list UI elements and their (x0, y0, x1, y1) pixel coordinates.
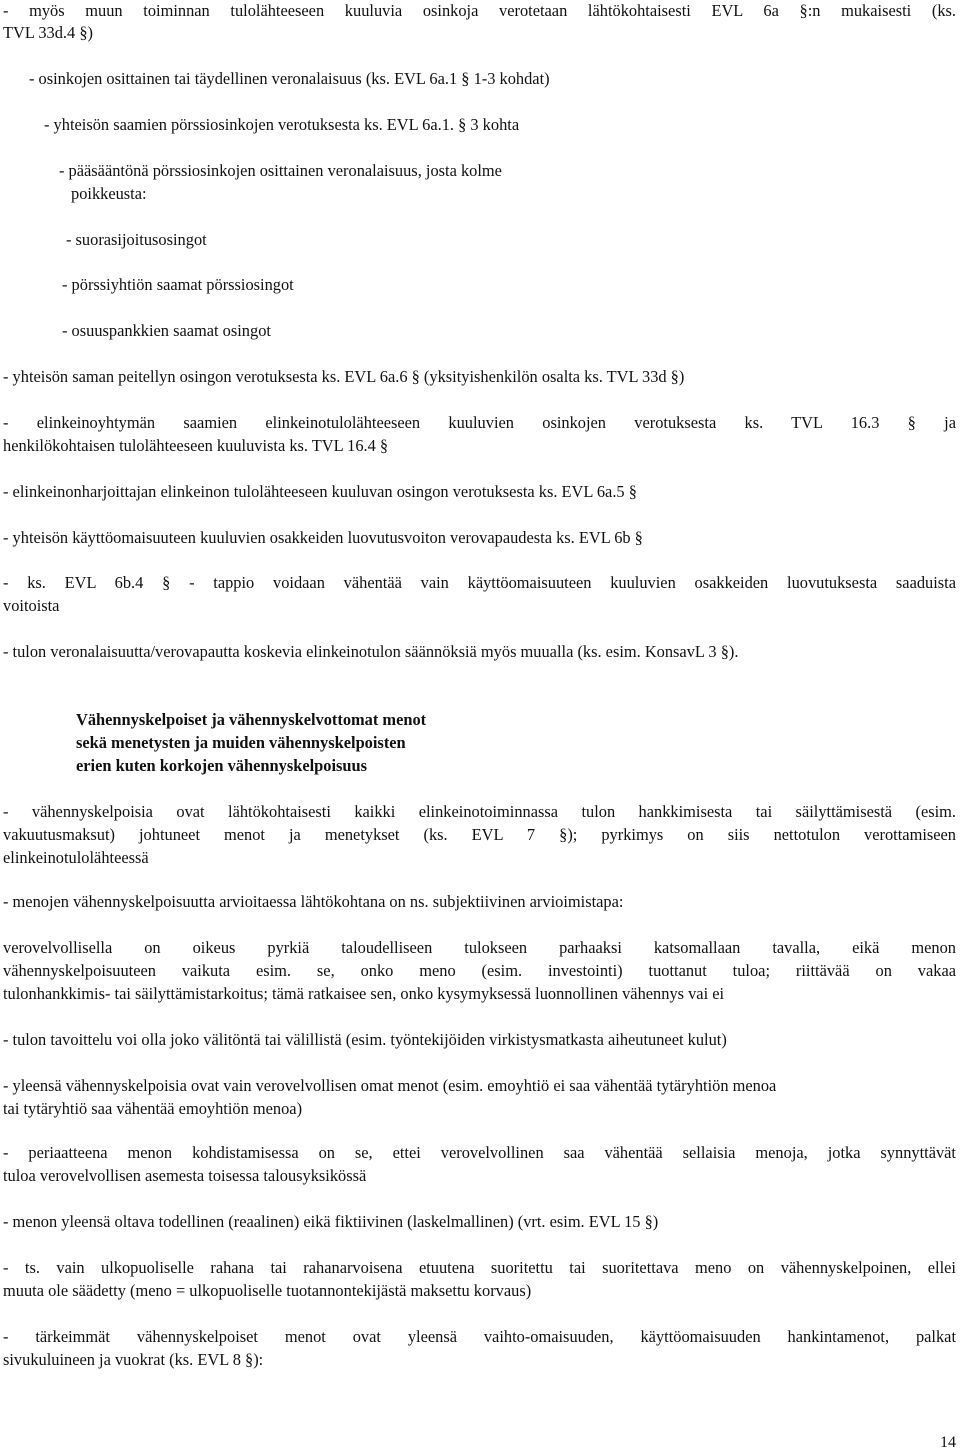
list-item: - tulon veronalaisuutta/verovapautta koskevia elinkeinotulon säännöksiä myös muualla (ks. esim. KonsavL 3 §). (3, 642, 739, 661)
section-heading: Vähennyskelpoiset ja vähennyskelvottomat menot (76, 710, 427, 729)
list-item: - yhteisön saamien pörssiosinkojen verotuksesta ks. EVL 6a.1. § 3 kohta (44, 115, 520, 134)
paragraph-line: vähennyskelpoisuuteen vaikuta esim. se, onko meno (esim. investointi) tuottanut tuloa; riittävää on vakaa (3, 961, 956, 980)
list-item-continuation: poikkeusta: (71, 184, 147, 203)
list-item-continuation: henkilökohtaisen tulolähteeseen kuuluvista ks. TVL 16.4 § (3, 436, 389, 455)
paragraph-line: - myös muun toiminnan tulolähteeseen kuuluvia osinkoja verotetaan lähtökohtaisesti EVL 6a §:n mukaisesti (ks. (3, 1, 956, 20)
list-item: - osuuspankkien saamat osingot (62, 321, 271, 340)
list-item: - menojen vähennyskelpoisuutta arvioitaessa lähtökohtana on ns. subjektiivinen arvioimistapa: (3, 892, 624, 911)
list-item: - yhteisön saman peitellyn osingon verotuksesta ks. EVL 6a.6 § (yksityishenkilön osalta ks. TVL 33d §) (3, 367, 685, 386)
list-item: - osinkojen osittainen tai täydellinen veronalaisuus (ks. EVL 6a.1 § 1-3 kohdat) (29, 69, 550, 88)
list-item: - ks. EVL 6b.4 § - tappio voidaan vähentää vain käyttöomaisuuteen kuuluvien osakkeiden luovutuksesta saaduista (3, 573, 956, 592)
list-item: - vähennyskelpoisia ovat lähtökohtaisesti kaikki elinkeinotoiminnassa tulon hankkimisesta tai säilyttämisestä (esim. (3, 802, 956, 821)
list-item-continuation: tuloa verovelvollisen asemesta toisessa talousyksikössä (3, 1166, 367, 1185)
list-item: - yhteisön käyttöomaisuuteen kuuluvien osakkeiden luovutusvoiton verovapaudesta ks. EVL 6b § (3, 528, 643, 547)
list-item-continuation: vakuutusmaksut) johtuneet menot ja menetykset (ks. EVL 7 §); pyrkimys on siis nettotulon verottamiseen (3, 825, 956, 844)
list-item: - suorasijoitusosingot (66, 230, 207, 249)
section-heading: erien kuten korkojen vähennyskelpoisuus (76, 756, 367, 775)
list-item: - periaatteena menon kohdistamisessa on se, ettei verovelvollinen saa vähentää sellaisia menoja, jotka synnyttävät (3, 1143, 956, 1162)
paragraph-line: verovelvollisella on oikeus pyrkiä taloudelliseen tulokseen parhaaksi katsomallaan tavalla, eikä menon (3, 938, 956, 957)
list-item: - elinkeinoyhtymän saamien elinkeinotulolähteeseen kuuluvien osinkojen verotuksesta ks. TVL 16.3 § ja (3, 413, 956, 432)
paragraph-line: TVL 33d.4 §) (3, 23, 93, 42)
list-item: - elinkeinonharjoittajan elinkeinon tulolähteeseen kuuluvan osingon verotuksesta ks. EVL 6a.5 § (3, 482, 637, 501)
list-item: - tärkeimmät vähennyskelpoiset menot ovat yleensä vaihto-omaisuuden, käyttöomaisuuden hankintamenot, palkat (3, 1327, 956, 1346)
list-item-continuation: tai tytäryhtiö saa vähentää emoyhtiön menoa) (3, 1099, 303, 1118)
list-item-continuation: sivukuluineen ja vuokrat (ks. EVL 8 §): (3, 1350, 264, 1369)
section-heading: sekä menetysten ja muiden vähennyskelpoisten (76, 733, 406, 752)
paragraph-line: tulonhankkimis- tai säilyttämistarkoitus; tämä ratkaisee sen, onko kysymyksessä luonnollinen vähennys vai ei (3, 984, 725, 1003)
list-item: - tulon tavoittelu voi olla joko välitöntä tai välillistä (esim. työntekijöiden virkistysmatkasta aiheutuneet kulut) (3, 1030, 727, 1049)
list-item: - yleensä vähennyskelpoisia ovat vain verovelvollisen omat menot (esim. emoyhtiö ei saa vähentää tytäryhtiön menoa (3, 1076, 777, 1095)
list-item-continuation: elinkeinotulolähteessä (3, 848, 149, 867)
list-item-continuation: muuta ole säädetty (meno = ulkopuoliselle tuotannontekijästä maksettu korvaus) (3, 1281, 532, 1300)
list-item: - menon yleensä oltava todellinen (reaalinen) eikä fiktiivinen (laskelmallinen) (vrt. esim. EVL 15 §) (3, 1212, 659, 1231)
list-item: - pörssiyhtiön saamat pörssiosingot (62, 275, 294, 294)
page-number: 14 (940, 1434, 956, 1451)
list-item: - pääsääntönä pörssiosinkojen osittainen veronalaisuus, josta kolme (59, 161, 502, 180)
list-item-continuation: voitoista (3, 596, 60, 615)
list-item: - ts. vain ulkopuoliselle rahana tai rahanarvoisena etuutena suoritettu tai suoritettava meno on vähennyskelpoinen, ellei (3, 1258, 956, 1277)
